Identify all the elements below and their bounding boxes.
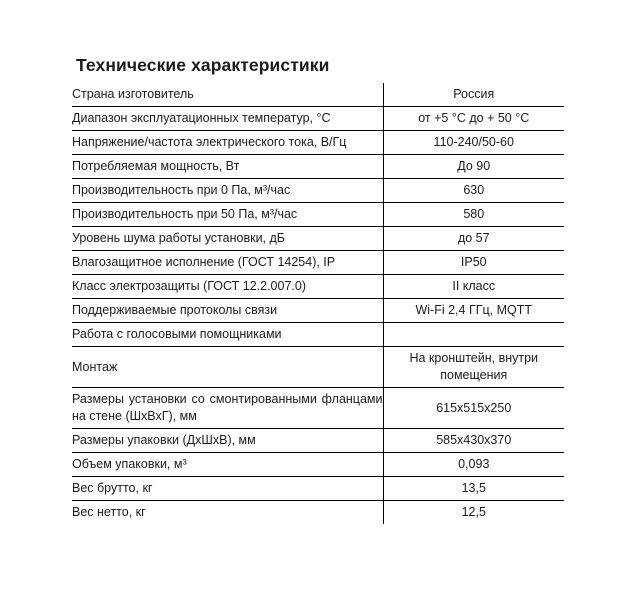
table-row	[72, 155, 564, 179]
table-row	[72, 501, 564, 525]
spec-label: Диапазон эксплуатационных температур, °С	[72, 107, 383, 131]
spec-table	[72, 83, 564, 524]
table-row	[72, 429, 564, 453]
spec-label: Производительность при 0 Па, м³/час	[72, 179, 383, 203]
spec-value: Россия	[383, 83, 564, 107]
spec-label: Страна изготовитель	[72, 83, 383, 107]
spec-value: IP50	[383, 251, 564, 275]
table-row	[72, 477, 564, 501]
spec-value: до 57	[383, 227, 564, 251]
spec-label: Работа с голосовыми помощниками	[72, 323, 383, 347]
spec-value: Wi-Fi 2,4 ГГц, MQTT	[383, 299, 564, 323]
table-row	[72, 388, 564, 429]
spec-value: 110-240/50-60	[383, 131, 564, 155]
spec-label: Вес брутто, кг	[72, 477, 383, 501]
spec-label: Напряжение/частота электрического тока, В/Гц	[72, 131, 383, 155]
spec-label: Размеры упаковки (ДхШхВ), мм	[72, 429, 383, 453]
table-row	[72, 131, 564, 155]
table-row	[72, 203, 564, 227]
table-row	[72, 107, 564, 131]
table-row	[72, 453, 564, 477]
spec-value	[383, 323, 564, 347]
table-row	[72, 275, 564, 299]
spec-value: 585x430x370	[383, 429, 564, 453]
spec-value: 12,5	[461, 505, 486, 519]
spec-value: До 90	[383, 155, 564, 179]
spec-value: 580	[383, 203, 564, 227]
spec-value: 615x515x250	[383, 388, 564, 429]
spec-value: 13,5	[383, 477, 564, 501]
spec-value: от +5 °С до + 50 °С	[383, 107, 564, 131]
spec-label: Потребляемая мощность, Вт	[72, 155, 383, 179]
table-row	[72, 347, 564, 388]
table-row	[72, 83, 564, 107]
table-row	[72, 299, 564, 323]
table-row	[72, 323, 564, 347]
table-row	[72, 179, 564, 203]
spec-value: II класс	[383, 275, 564, 299]
spec-label: Поддерживаемые протоколы связи	[72, 299, 383, 323]
spec-label: Монтаж	[72, 347, 383, 388]
spec-value: 630	[383, 179, 564, 203]
spec-label: Класс электрозащиты (ГОСТ 12.2.007.0)	[72, 275, 383, 299]
spec-table-body	[72, 83, 564, 524]
spec-label: Размеры установки со смонтированными фланцами на стене (ШхВхГ), мм	[72, 388, 383, 429]
table-row	[72, 251, 564, 275]
spec-label: Вес нетто, кг	[72, 501, 383, 525]
spec-value: 0,093	[383, 453, 564, 477]
spec-label: Производительность при 50 Па, м³/час	[72, 203, 383, 227]
spec-label: Уровень шума работы установки, дБ	[72, 227, 383, 251]
page-title: Технические характеристики	[76, 55, 330, 75]
spec-value: На кронштейн, внутри помещения	[383, 347, 564, 388]
spec-label: Влагозащитное исполнение (ГОСТ 14254), IP	[72, 251, 383, 275]
table-row	[72, 227, 564, 251]
spec-label: Объем упаковки, м³	[72, 453, 383, 477]
